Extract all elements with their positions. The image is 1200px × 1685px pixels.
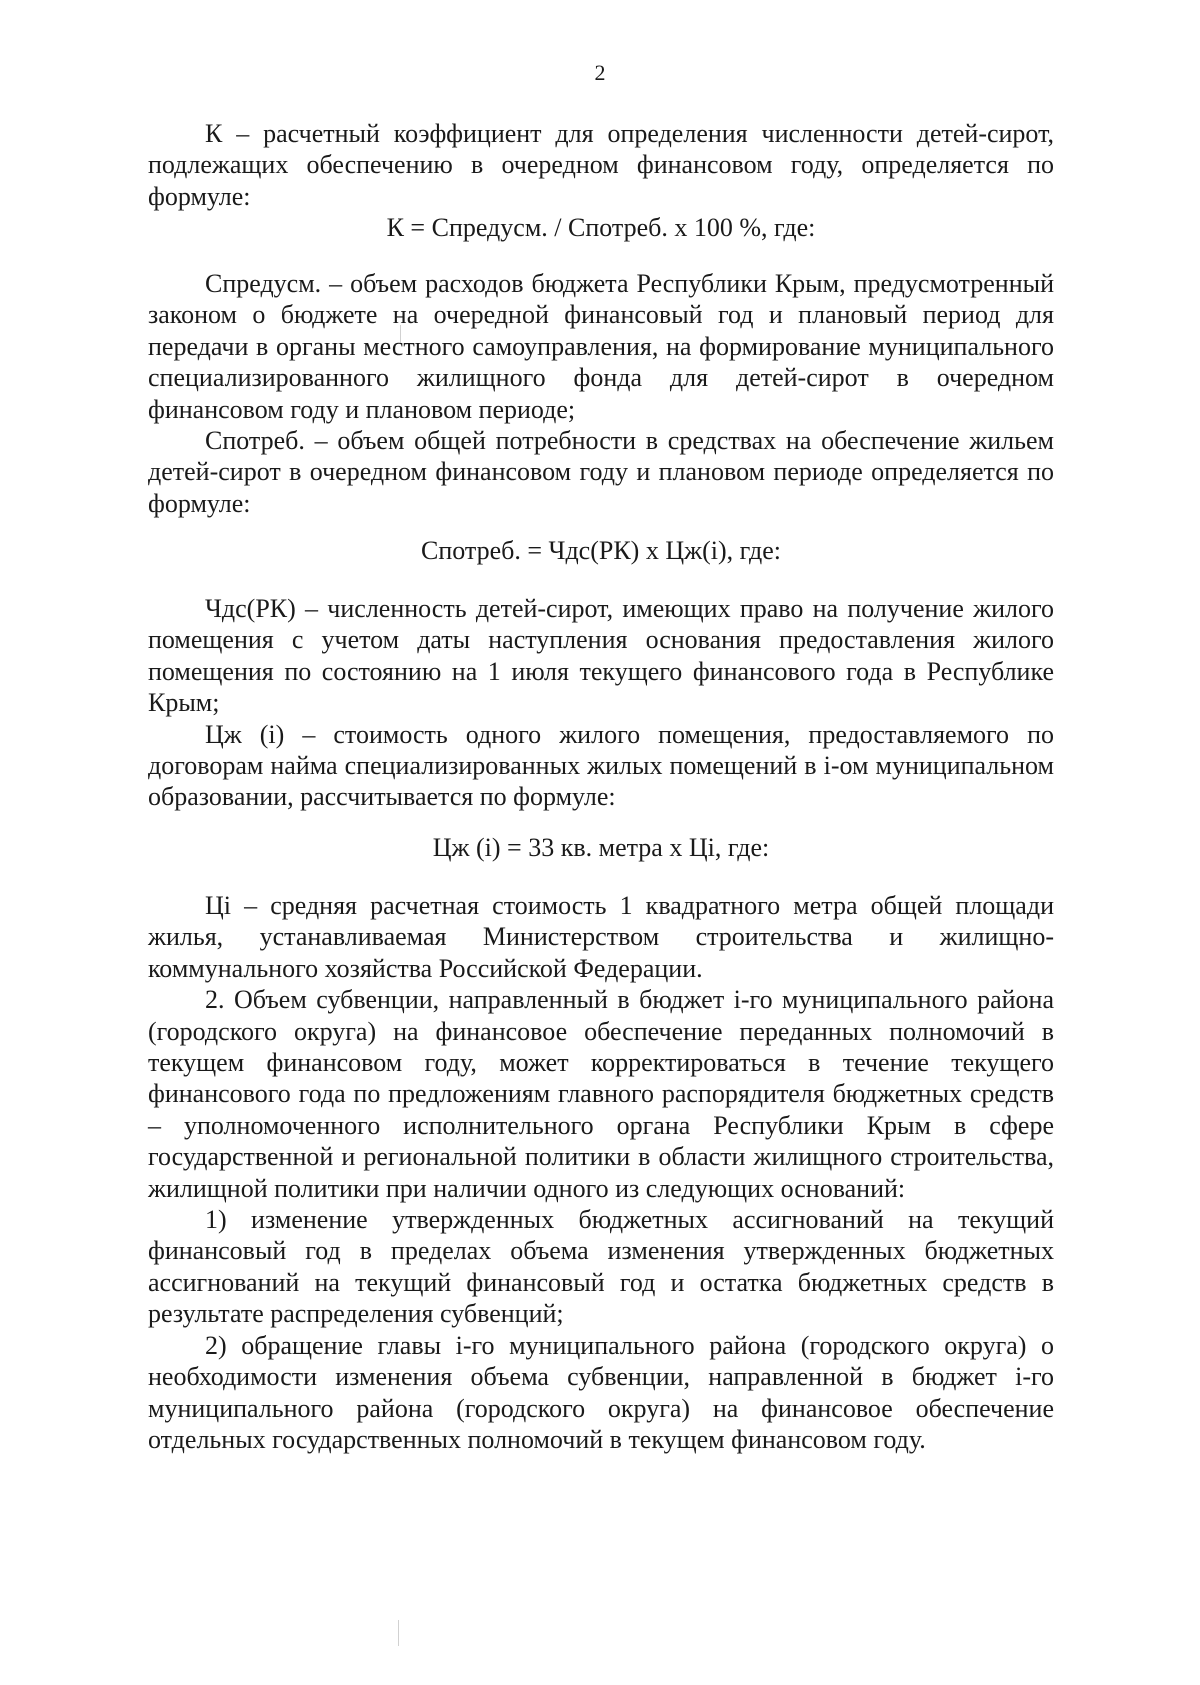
formula-spotreb: Спотреб. = Чдс(РК) х Цж(i), где: [421,536,781,565]
scan-artifact-mark [398,1620,399,1646]
paragraph-k-coefficient: К – расчетный коэффициент для определения численности детей-сирот, подлежащих обеспечению в очередном финансовом году, определяется по формуле: [148,119,1054,211]
paragraph-item-2: 2. Объем субвенции, направленный в бюджет i-го муниципального района (городского округа) на финансовое обеспечение переданных полномочий в текущем финансовом году, может корректироваться в течение текущего финансового года по предложениям главного распорядителя бюджетных средств – уполномоченного исполнительного органа Республики Крым в сфере государственной и региональной политики в области жилищного строительства, жилищной политики при наличии одного из следующих оснований: [148,985,1054,1203]
paragraph-subitem-1: 1) изменение утвержденных бюджетных ассигнований на текущий финансовый год в пределах объема изменения утвержденных бюджетных ассигнований на текущий финансовый год и остатка бюджетных средств в результате распределения субвенций; [148,1205,1054,1329]
scan-artifact-mark [400,325,401,343]
paragraph-chds: Чдс(РК) – численность детей-сирот, имеющих право на получение жилого помещения с учетом даты наступления основания предоставления жилого помещения по состоянию на 1 июля текущего финансового года в Республике Крым; [148,594,1054,718]
paragraph-czh: Цж (i) – стоимость одного жилого помещения, предоставляемого по договорам найма специализированных жилых помещений в i-ом муниципальном образовании, рассчитывается по формуле: [148,719,1054,812]
paragraph-subitem-2: 2) обращение главы i-го муниципального района (городского округа) о необходимости изменения объема субвенции, направленной в бюджет i-го муниципального района (городского округа) на финансовое обеспечение отдельных государственных полномочий в текущем финансовом году. [148,1330,1054,1454]
paragraph-group-ci-and-items [148,890,1054,1455]
paragraph-group-chds [148,593,1054,813]
paragraph-ci: Цi – средняя расчетная стоимость 1 квадратного метра общей площади жилья, устанавливаемая Министерством строительства и жилищно-коммунального хозяйства Российской Федерации. [148,891,1054,983]
paragraph-group-k-definition [148,118,1054,212]
paragraph-spredusm: Спредусм. – объем расходов бюджета Республики Крым, предусмотренный законом о бюджете на очередной финансовый год и плановый период для передачи в органы местного самоуправления, на формирование муниципального специализированного жилищного фонда для детей-сирот в очередном финансовом году и плановом периоде; [148,269,1054,424]
page-number: 2 [594,60,606,85]
paragraph-group-spredusm [148,268,1054,519]
formula-k: К = Спредусм. / Спотреб. х 100 %, где: [386,213,816,242]
formula-czh: Цж (i) = 33 кв. метра х Цi, где: [432,833,770,862]
paragraph-spotreb: Спотреб. – объем общей потребности в средствах на обеспечение жильем детей-сирот в очередном финансовом году и плановом периоде определяется по формуле: [148,426,1054,518]
